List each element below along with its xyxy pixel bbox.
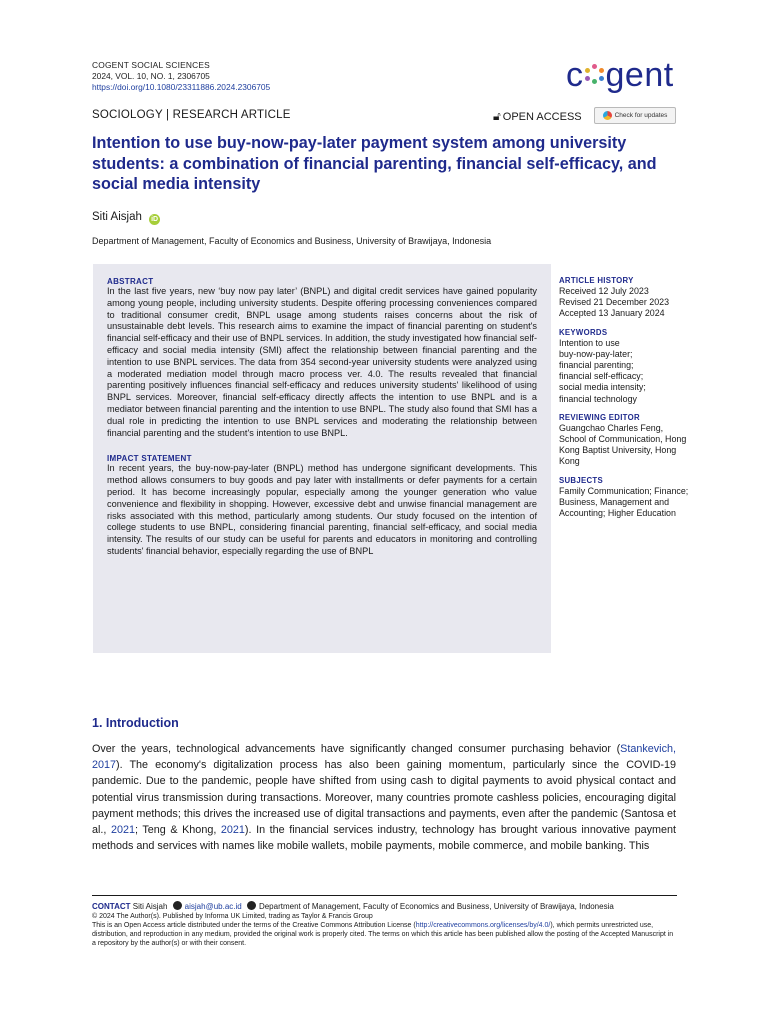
citation-link[interactable]: 2021	[110, 824, 135, 837]
logo-text-right: gent	[605, 56, 674, 94]
footer-divider	[92, 895, 677, 896]
journal-name: COGENT SOCIAL SCIENCES	[92, 60, 210, 70]
intro-paragraph	[92, 741, 676, 854]
logo-dots-icon	[585, 64, 605, 84]
article-sidebar	[559, 276, 689, 527]
open-lock-icon: 🔓︎	[493, 109, 501, 123]
contact-name: Siti Aisjah	[132, 902, 168, 911]
keyword-item: financial parenting;	[559, 360, 634, 371]
contact-affiliation: Department of Management, Faculty of Economics and Business, University of Brawijaya, Indonesia	[258, 902, 614, 911]
citation-link[interactable]: 2021	[220, 824, 245, 837]
abstract-text: In the last five years, new ‘buy now pay later’ (BNPL) and digital credit services have gained popularity among young people, including university students. Despite offering processing conveniences compared to traditional consumer credit, BNPL usage among students raises concerns about the risk of unsustainable debt levels. This research aims to examine the impact of financial parenting on student's financial self-efficacy and their use of BNPL services. In addition, the study investigated how financial self-efficacy and social media intensity (SMI) affect the relationship between financial parenting and the intention to use BNPL services. The data from 354 second-year university students were analyzed using a moderated mediation model through macro process ver. 4.0. The results revealed that financial parenting positively influences financial self-efficacy and reduces university students' likelihood of using BNPL services. Moreover, financial self-efficacy directly affects the intention to use BNPL and is a mediator between financial parenting and the intention to use BNPL. The study also found that SMI has a dual role in predicting the intention to use BNPL services and moderating the relationship between financial parenting and the student's intention to use BNPL.	[107, 286, 537, 438]
check-updates-label: Check for updates	[614, 112, 668, 119]
intro-text: ; Teng & Khong,	[135, 824, 221, 837]
check-updates-button[interactable]	[594, 107, 676, 124]
keywords-list	[559, 338, 689, 405]
intro-heading: 1. Introduction	[92, 716, 179, 730]
author-name: Siti Aisjah	[92, 211, 142, 223]
journal-volume: 2024, VOL. 10, NO. 1, 2306705	[92, 70, 210, 81]
section-label: SOCIOLOGY | RESEARCH ARTICLE	[92, 109, 291, 121]
history-list	[559, 286, 689, 320]
keyword-item: financial technology	[559, 393, 637, 404]
intro-text: ). The economy's digitalization process has also been gaining momentum, particularly since the COVID-19 pandemic. Due to the pandemic, people have shifted from using cash to digital payments to avoid physical contact and potential virus transmission during transactions. Moreover, many countries promote cashless policies, encouraging digital payment methods; this drives the increased use of digital transactions and payments, even after the pandemic (Santosa et al.,	[92, 759, 676, 837]
history-heading: ARTICLE HISTORY	[559, 276, 634, 285]
open-access-badge	[493, 109, 582, 124]
affiliation: Department of Management, Faculty of Economics and Business, University of Brawijaya, Indonesia	[92, 236, 492, 246]
editor-heading: REVIEWING EDITOR	[559, 412, 640, 422]
journal-meta	[92, 60, 270, 92]
logo-text-left: c	[566, 56, 584, 94]
keyword-item: Intention to use	[559, 337, 620, 348]
crossmark-icon	[603, 111, 612, 120]
keyword-item: buy-now-pay-later;	[559, 348, 633, 359]
email-link[interactable]: aisjah@ub.ac.id	[184, 902, 242, 911]
history-revised: Revised 21 December 2023	[559, 297, 670, 308]
license-pre: This is an Open Access article distributed under the terms of the Creative Commons Attribution License (	[92, 922, 416, 930]
copyright: © 2024 The Author(s). Published by Informa UK Limited, trading as Taylor & Francis Group	[92, 913, 373, 921]
contact-line	[92, 901, 678, 912]
editor-value: Guangchao Charles Feng, School of Communication, Hong Kong Baptist University, Hong Kong	[559, 422, 687, 467]
keywords-heading: KEYWORDS	[559, 327, 608, 337]
abstract-box	[93, 264, 551, 653]
impact-text: In recent years, the buy-now-pay-later (BNPL) method has undergone significant developments. This method allows consumers to buy goods and pay later with installments or defer payments for a certain period. It has become increasingly popular, especially among the younger generation who value convenience and flexibility in shopping. However, excessive debt and unwise financial management are risks associated with this method, particularly among students. Our study focused on the intention of college students to use BNPL, considering financial parenting, financial self-efficacy, and social media intensity. The results of our study can be useful for parents and educators in monitoring and controlling students' financial behavior, especially regarding the use of BNPL	[107, 463, 537, 556]
open-access-label: OPEN ACCESS	[502, 111, 582, 123]
footer	[92, 901, 678, 948]
abstract-heading: ABSTRACT	[107, 277, 154, 286]
license-post: ), which permits unrestricted use, distribution, and reproduction in any medium, provided the original work is properly cited. The terms on which this article has been published allow the posting of the Accepted Manuscript in a repository by the author(s) or with their consent.	[92, 922, 674, 948]
intro-text: Over the years, technological advancements have significantly changed consumer purchasing behavior (	[92, 743, 621, 755]
intro-text: ). In the financial services industry, technology has brought various innovative payment methods and services with names like mobile wallets, mobile payments, mobile commerce, and mobile banking. This	[92, 824, 677, 853]
keyword-item: social media intensity;	[559, 382, 646, 393]
impact-heading: IMPACT STATEMENT	[107, 454, 192, 464]
history-accepted: Accepted 13 January 2024	[559, 308, 665, 319]
email-icon	[173, 901, 182, 910]
orcid-icon[interactable]: iD	[151, 216, 159, 223]
citation-link[interactable]: Stankevich, 2017	[92, 743, 676, 772]
article-title: Intention to use buy-now-pay-later payment system among university students: a combination of financial parenting, financial self-efficacy, and social media intensity	[92, 134, 657, 193]
keyword-item: financial self-efficacy;	[559, 371, 644, 382]
license-link[interactable]: http://creativecommons.org/licenses/by/4.0/	[415, 922, 551, 930]
history-received: Received 12 July 2023	[559, 286, 649, 296]
subjects-value: Family Communication; Finance; Business, Management and Accounting; Higher Education	[559, 485, 689, 519]
subjects-heading: SUBJECTS	[559, 475, 603, 485]
address-icon	[247, 901, 256, 910]
author-line	[92, 211, 160, 225]
contact-label: CONTACT	[92, 902, 131, 911]
doi-link[interactable]: https://doi.org/10.1080/23311886.2024.2306705	[92, 81, 271, 92]
cogent-logo	[566, 56, 674, 95]
license-text	[92, 921, 678, 948]
